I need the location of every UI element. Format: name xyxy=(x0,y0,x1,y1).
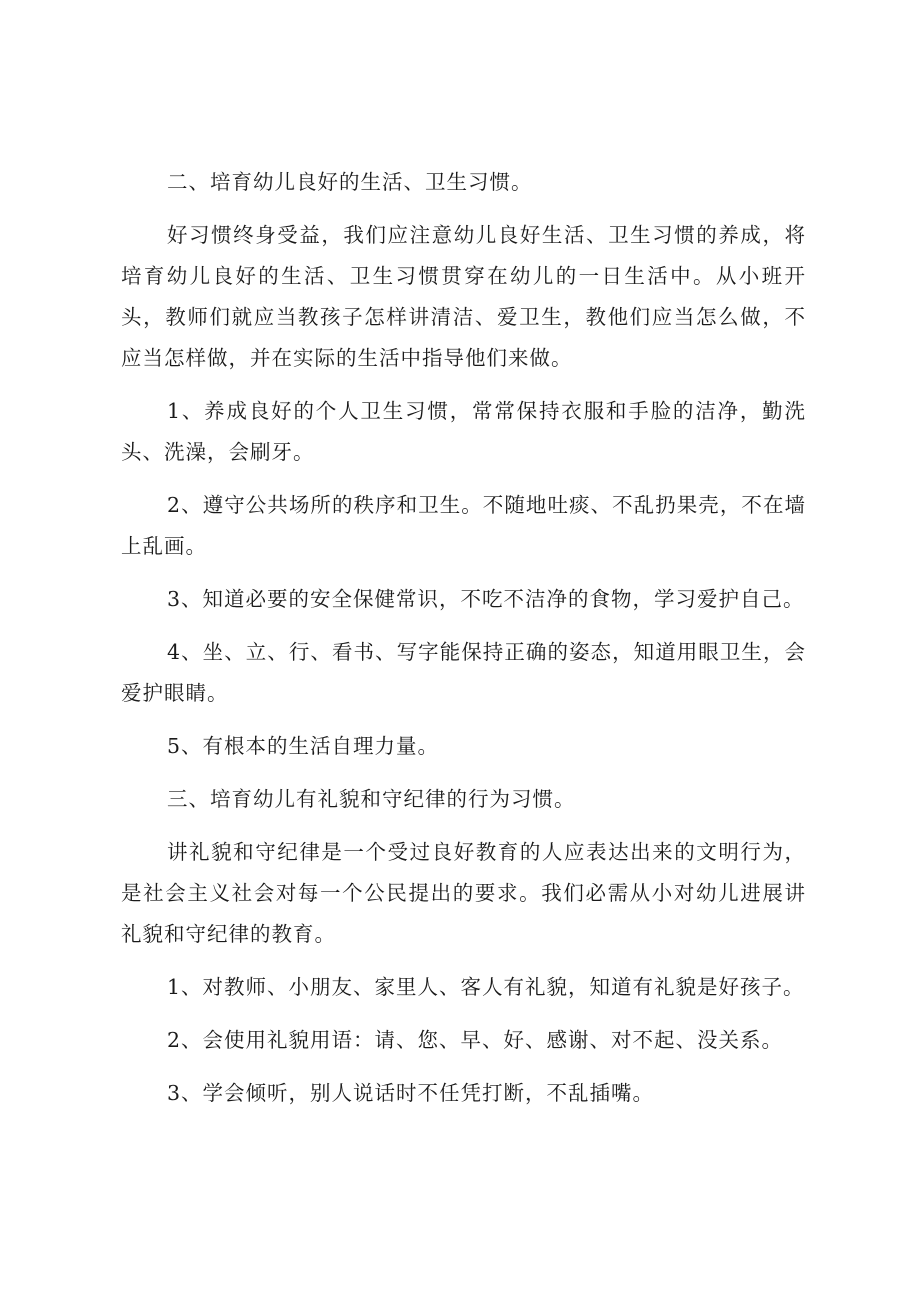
document-body xyxy=(121,162,806,1114)
list-item-politeness: 1、对教师、小朋友、家里人、客人有礼貌，知道有礼貌是好孩子。 xyxy=(167,975,805,999)
section-heading-manners: 三、培育幼儿有礼貌和守纪律的行为习惯。 xyxy=(167,787,576,811)
list-item-self-care: 5、有根本的生活自理力量。 xyxy=(167,734,440,758)
list-item-posture: 4、坐、立、行、看书、写字能保持正确的姿态，知道用眼卫生，会爱护眼睛。 xyxy=(121,640,806,705)
section-heading-habits: 二、培育幼儿良好的生活、卫生习惯。 xyxy=(167,170,533,194)
list-item-public-order: 2、遵守公共场所的秩序和卫生。不随地吐痰、不乱扔果壳，不在墙上乱画。 xyxy=(121,493,806,558)
list-item-polite-words: 2、会使用礼貌用语：请、您、早、好、感谢、对不起、没关系。 xyxy=(167,1028,784,1052)
paragraph-habits-intro: 好习惯终身受益，我们应注意幼儿良好生活、卫生习惯的养成，将培育幼儿良好的生活、卫生习惯贯穿在幼儿的一日生活中。从小班开头，教师们就应当教孩子怎样讲清洁、爱卫生，教他们应当怎么做，不应当怎样做，并在实际的生活中指导他们来做。 xyxy=(121,223,806,370)
list-item-listening: 3、学会倾听，别人说话时不任凭打断，不乱插嘴。 xyxy=(167,1081,655,1105)
paragraph-manners-intro: 讲礼貌和守纪律是一个受过良好教育的人应表达出来的文明行为，是社会主义社会对每一个公民提出的要求。我们必需从小对幼儿进展讲礼貌和守纪律的教育。 xyxy=(121,840,806,946)
list-item-safety-knowledge: 3、知道必要的安全保健常识，不吃不洁净的食物，学习爱护自己。 xyxy=(167,587,805,611)
list-item-personal-hygiene: 1、养成良好的个人卫生习惯，常常保持衣服和手脸的洁净，勤洗头、洗澡，会刷牙。 xyxy=(121,399,806,464)
